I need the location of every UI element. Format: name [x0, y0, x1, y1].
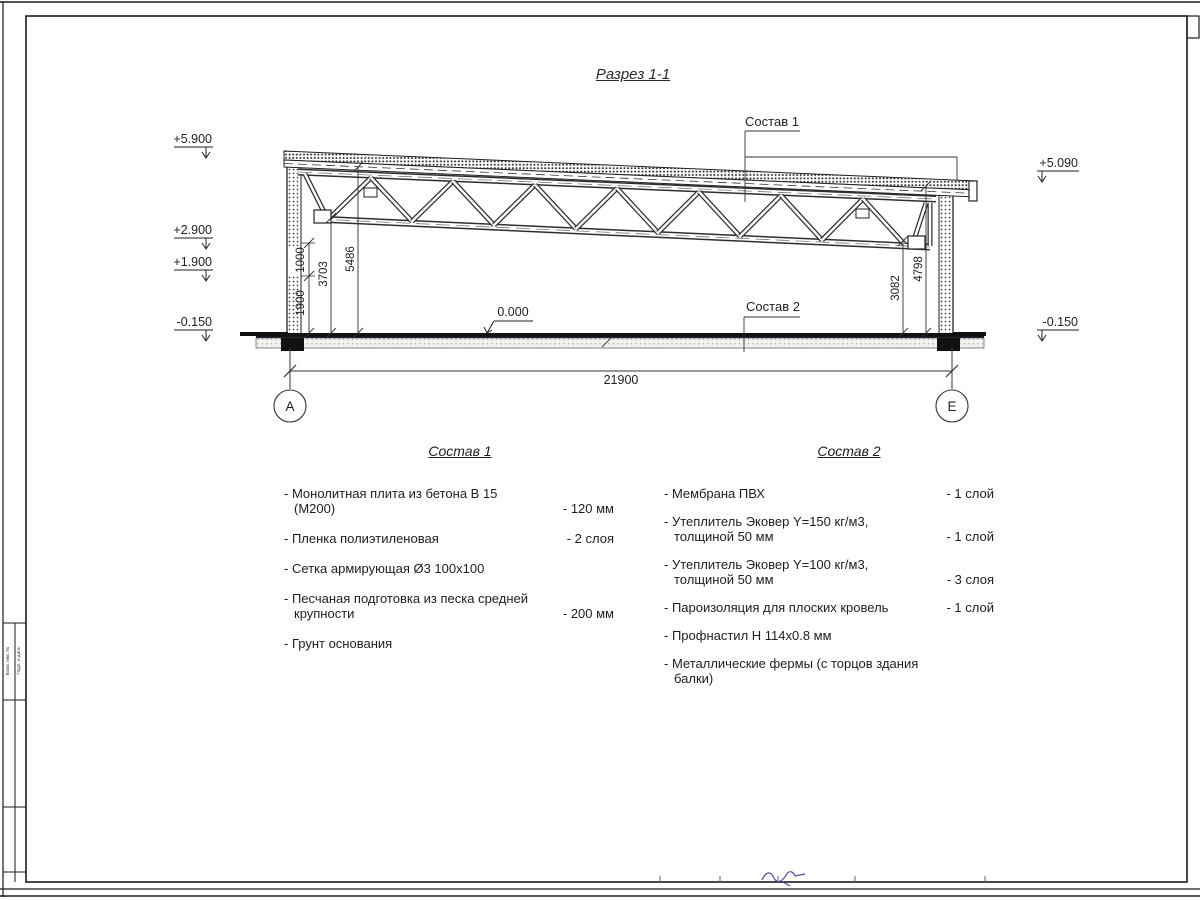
callouts — [744, 114, 957, 352]
material-name: - Профнастил Н 114х0.8 мм — [664, 628, 832, 643]
svg-text:+1.900: +1.900 — [173, 255, 212, 269]
dim-3703: 3703 — [318, 261, 330, 287]
material-value: - 120 мм — [562, 501, 614, 516]
elevation-mark-left-1 — [173, 132, 213, 158]
material-name: - Сетка армирующая Ø3 100х100 — [284, 561, 485, 576]
grid-label-e: Е — [947, 399, 957, 414]
grid-label-a: А — [285, 399, 295, 414]
floor-slab — [240, 332, 986, 351]
material-name: - Мембрана ПВХ — [664, 486, 765, 501]
splice-plate-1 — [364, 188, 377, 197]
right-wall — [939, 192, 953, 333]
material-name: - Утеплитель Эковер Y=100 кг/м3, толщиной 50 мм — [664, 557, 869, 587]
material-name: - Металлические фермы (с торцов здания балки) — [664, 656, 919, 686]
ground-line-left — [240, 332, 288, 336]
material-value: - 1 слой — [946, 486, 994, 501]
material-value: - 2 слоя — [566, 531, 614, 546]
roof-edge-trim — [969, 181, 977, 201]
foundation-left — [281, 338, 304, 351]
list-item — [664, 656, 994, 686]
list-item — [664, 486, 994, 501]
composition-list-2 — [664, 444, 994, 699]
splice-plate-2 — [856, 209, 869, 218]
material-name: - Пароизоляция для плоских кровель — [664, 600, 889, 615]
svg-text:+5.900: +5.900 — [173, 132, 212, 146]
dim-1900: 1900 — [295, 290, 307, 316]
corner-stamp-box — [1187, 16, 1199, 38]
list-item — [664, 628, 994, 643]
svg-text:+5.090: +5.090 — [1039, 156, 1078, 170]
dim-5486: 5486 — [345, 246, 357, 272]
list-item — [284, 636, 614, 651]
material-value: - 1 слой — [946, 600, 994, 615]
composition-list-1 — [284, 444, 614, 666]
list-item — [284, 531, 614, 546]
side-strip-labels — [5, 647, 21, 676]
dim-4798: 4798 — [913, 256, 925, 282]
svg-text:0.000: 0.000 — [497, 305, 529, 319]
material-name: - Монолитная плита из бетона В 15 (М200) — [284, 486, 498, 516]
overall-dimension — [274, 347, 968, 422]
list-item — [664, 600, 994, 615]
dim-3082: 3082 — [890, 275, 902, 301]
material-name: - Утеплитель Эковер Y=150 кг/м3, толщиной 50 мм — [664, 514, 869, 544]
material-value: - 1 слой — [946, 529, 994, 544]
list-item — [284, 591, 614, 621]
drawing-title: Разрез 1-1 — [595, 66, 671, 83]
list-item — [284, 486, 614, 516]
svg-text:-0.150: -0.150 — [176, 315, 212, 329]
material-value: - 200 мм — [562, 606, 614, 621]
elevation-mark-right-1 — [1037, 156, 1079, 182]
svg-text:-0.150: -0.150 — [1042, 315, 1078, 329]
ground-line-right — [953, 332, 986, 336]
composition-2-heading: Состав 2 — [817, 443, 881, 459]
foundation-right — [937, 338, 960, 351]
list-item — [284, 561, 614, 576]
signature-squiggle — [762, 872, 805, 886]
material-name: - Песчаная подготовка из песка средней крупности — [284, 591, 529, 621]
elevation-mark-right-2 — [1037, 315, 1079, 341]
elevation-mark-left-3 — [173, 255, 213, 281]
bottom-marks — [660, 872, 985, 886]
gusset-right — [908, 236, 925, 249]
elevation-mark-left-2 — [173, 223, 213, 249]
dim-overall-width: 21900 — [603, 373, 639, 387]
composition-1-heading: Состав 1 — [428, 443, 492, 459]
material-name: - Грунт основания — [284, 636, 393, 651]
svg-text:Состав 1: Состав 1 — [745, 114, 799, 129]
zero-level-mark — [484, 305, 533, 333]
material-value: - 3 слоя — [946, 572, 994, 587]
dim-1000: 1000 — [295, 247, 307, 273]
svg-text:Состав 2: Состав 2 — [746, 299, 800, 314]
list-item — [664, 514, 994, 544]
list-item — [664, 557, 994, 587]
svg-text:+2.900: +2.900 — [173, 223, 212, 237]
material-name: - Пленка полиэтиленовая — [284, 531, 439, 546]
elevation-mark-left-4 — [174, 315, 213, 341]
side-strip-text-2: Подп. и дата — [16, 647, 21, 675]
side-strip-text-1: Взам. инв. № — [5, 646, 10, 676]
